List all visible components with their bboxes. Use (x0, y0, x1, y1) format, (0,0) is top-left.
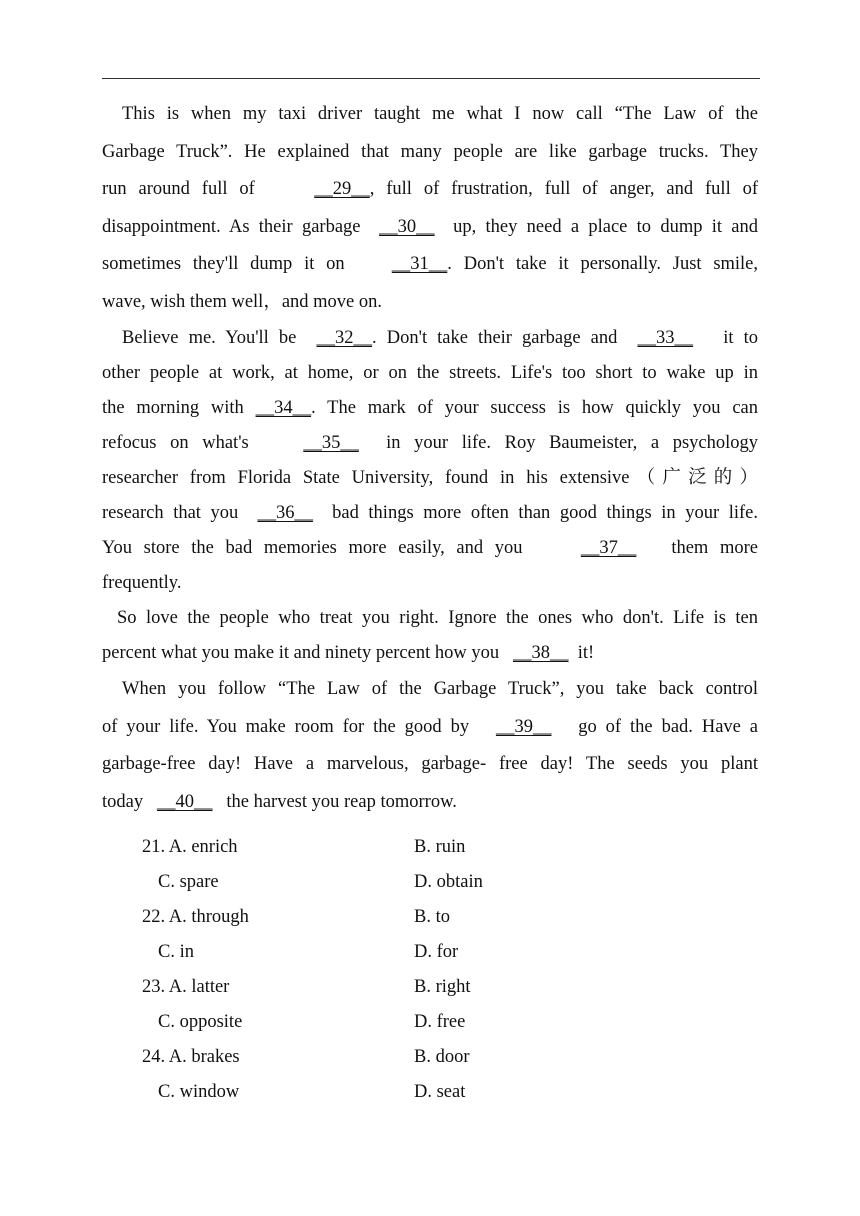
text-line: When you follow “The Law of the Garbage Truck”, you take back control (122, 679, 758, 699)
blank-29[interactable]: __29__ (314, 179, 370, 199)
option-b[interactable]: B. right (414, 977, 471, 997)
option-row (142, 1040, 642, 1075)
text-line: garbage-free day! Have a marvelous, garbage- free day! The seeds you plant (102, 754, 758, 774)
option-row (142, 1005, 642, 1040)
option-b[interactable]: B. door (414, 1047, 470, 1067)
blank-33[interactable]: __33__ (637, 328, 694, 348)
text-line: disappointment. As their garbage __30__ up, they need a place to dump it and (102, 209, 758, 247)
text-line: the morning with __34__. The mark of your success is how quickly you can (102, 391, 758, 426)
option-c[interactable]: C. window (158, 1082, 240, 1102)
option-row (142, 1075, 642, 1110)
answer-options (142, 830, 642, 1110)
text-line: percent what you make it and ninety percent how you __38__ it! (102, 636, 758, 671)
blank-40[interactable]: __40__ (156, 791, 213, 812)
text-line: Garbage Truck”. He explained that many people are like garbage trucks. They (102, 141, 758, 162)
text-line: refocus on what's __35__ in your life. Roy Baumeister, a psychology (102, 426, 758, 461)
blank-38[interactable]: __38__ (512, 643, 569, 663)
option-row (142, 970, 642, 1005)
option-row (142, 865, 642, 900)
paragraph-4 (102, 671, 758, 821)
text-line: of your life. You make room for the good by __39__ go of the bad. Have a (102, 709, 758, 747)
blank-35[interactable]: __35__ (303, 433, 359, 453)
option-a[interactable]: 23. A. latter (142, 977, 230, 997)
text-line: wave, wish them well，and move on. (102, 291, 383, 312)
blank-36[interactable]: __36__ (257, 503, 313, 523)
blank-34[interactable]: __34__ (255, 398, 312, 418)
text-line: research that you __36__ bad things more often than good things in your life. (102, 496, 758, 531)
text-line: today __40__ the harvest you reap tomorrow. (102, 784, 758, 822)
blank-30[interactable]: __30__ (379, 216, 435, 237)
option-row (142, 900, 642, 935)
blank-31[interactable]: __31__ (391, 254, 448, 274)
option-c[interactable]: C. spare (158, 872, 219, 892)
text-line: Believe me. You'll be __32__. Don't take their garbage and __33__ it to (102, 321, 758, 356)
text-line: So love the people who treat you right. Ignore the ones who don't. Life is ten (117, 608, 758, 628)
text-line: run around full of __29__, full of frustration, full of anger, and full of (102, 171, 758, 209)
text-line: frequently. (102, 573, 182, 593)
blank-37[interactable]: __37__ (580, 538, 637, 558)
text-line: other people at work, at home, or on the streets. Life's too short to wake up in (102, 363, 758, 383)
option-d[interactable]: D. obtain (414, 872, 483, 892)
option-row (142, 935, 642, 970)
cloze-passage (102, 96, 758, 821)
blank-32[interactable]: __32__ (316, 328, 373, 348)
option-a[interactable]: 24. A. brakes (142, 1047, 240, 1067)
text-line: researcher from Florida State University, found in his extensive（广泛的） (102, 468, 758, 488)
header-rule (102, 78, 760, 79)
paragraph-1 (102, 96, 758, 321)
option-b[interactable]: B. ruin (414, 837, 466, 857)
option-b[interactable]: B. to (414, 907, 450, 927)
option-d[interactable]: D. free (414, 1012, 466, 1032)
option-d[interactable]: D. for (414, 942, 459, 962)
text-line: sometimes they'll dump it on __31__. Don't take it personally. Just smile, (102, 246, 758, 284)
option-d[interactable]: D. seat (414, 1082, 466, 1102)
paragraph-3 (102, 601, 758, 671)
blank-39[interactable]: __39__ (495, 716, 552, 737)
option-c[interactable]: C. in (158, 942, 194, 962)
option-row (142, 830, 642, 865)
option-a[interactable]: 21. A. enrich (142, 837, 238, 857)
text-line: This is when my taxi driver taught me what I now call “The Law of the (122, 104, 758, 124)
option-a[interactable]: 22. A. through (142, 907, 249, 927)
option-c[interactable]: C. opposite (158, 1012, 243, 1032)
paragraph-2 (102, 321, 758, 601)
text-line: You store the bad memories more easily, and you __37__ them more (102, 531, 758, 566)
